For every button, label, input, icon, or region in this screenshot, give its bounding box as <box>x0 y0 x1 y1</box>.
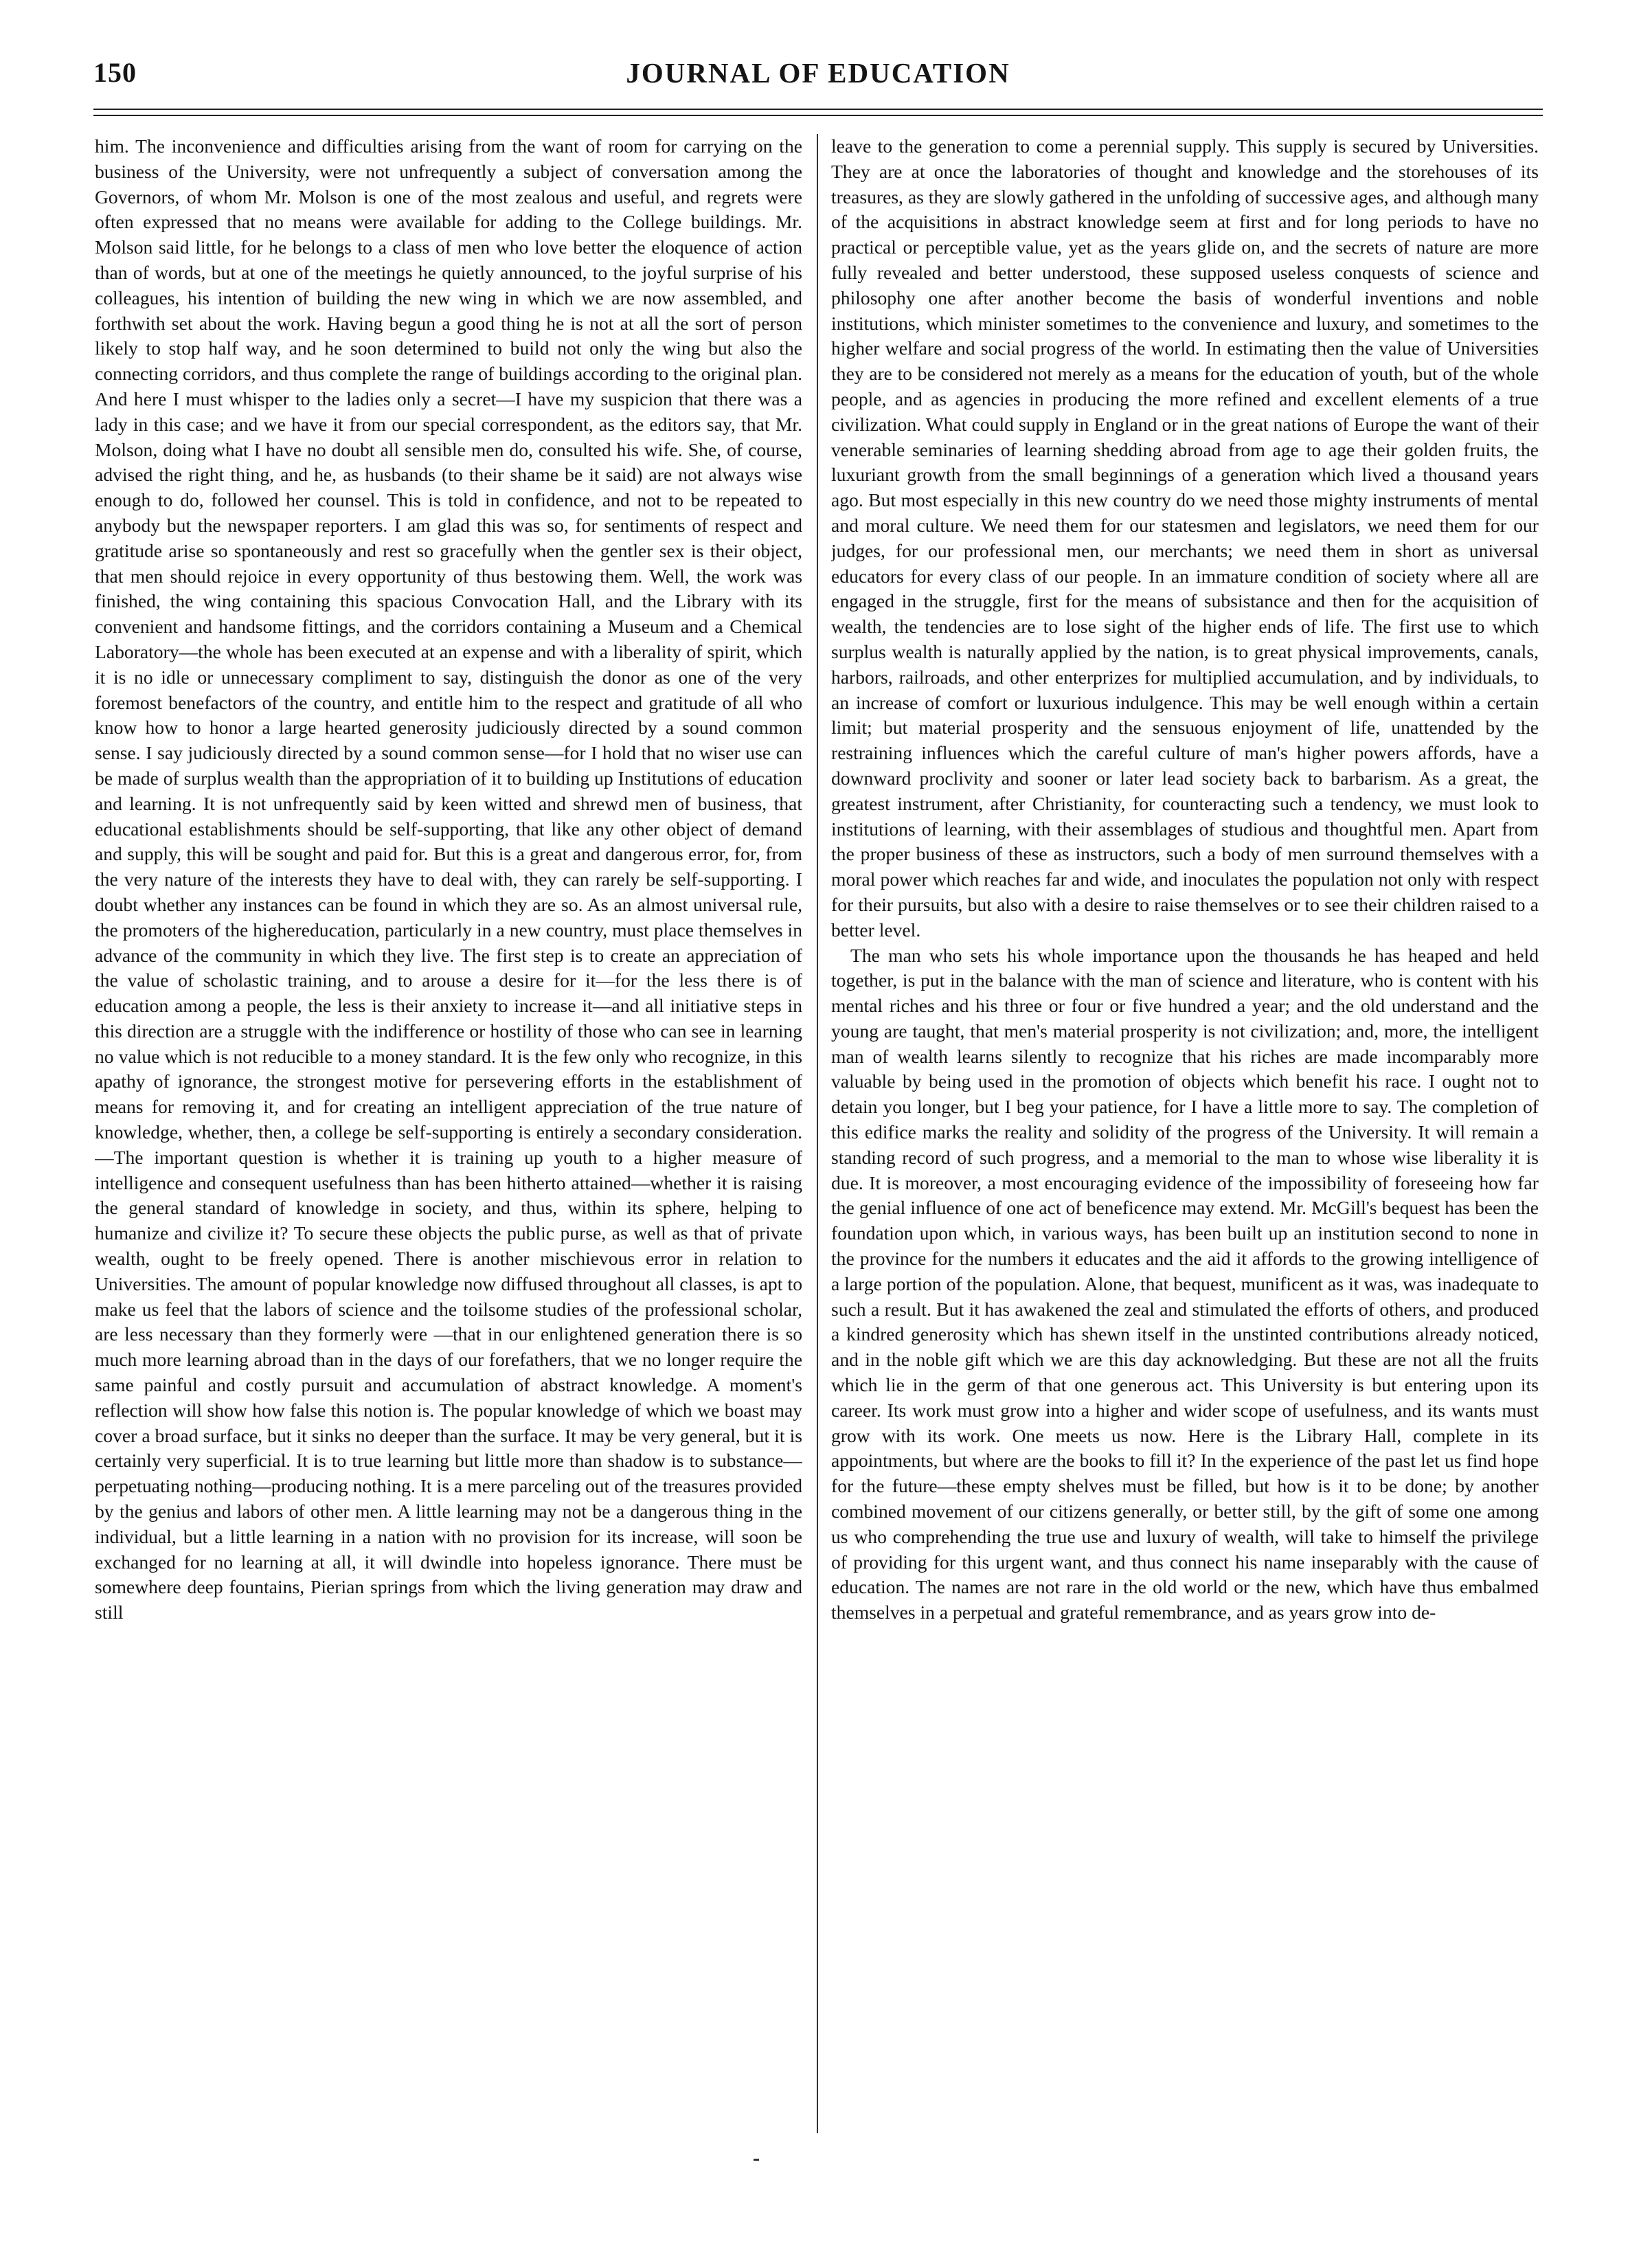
column-divider <box>817 134 818 2133</box>
right-paragraph-1: leave to the generation to come a perennial supply. This supply is secured by Universities. They are at once the laboratories of thought and knowledge and the storehouses of its treasures, as they are slowly gathered in the unfolding of successive ages, and although many of the acquisitions in abstract knowledge seem at first and for long periods to have no practical or perceptible value, yet as the years glide on, and the secrets of nature are more fully revealed and better understood, these supposed useless conquests of science and philosophy one after another become the basis of wonderful inventions and noble institutions, which minister sometimes to the convenience and luxury, and sometimes to the higher welfare and social progress of the world. In estimating then the value of Universities they are to be considered not merely as a means for the education of youth, but of the whole people, and as agencies in producing the more refined and excellent elements of a true civilization. What could supply in England or in the great nations of Europe the want of their venerable seminaries of learning shedding abroad from age to age their golden fruits, the luxuriant growth from the small beginnings of a generation which lived a thousand years ago. But most especially in this new country do we need those mighty instruments of mental and moral culture. We need them for our statesmen and legislators, we need them for our judges, for our professional men, our merchants; we need them in short as universal educators for every class of our people. In an immature condition of society where all are engaged in the struggle, first for the means of subsistance and then for the acquisition of wealth, the tendencies are to lose sight of the higher ends of life. The first use to which surplus wealth is naturally applied by the nation, is to great physical improvements, canals, harbors, railroads, and other enterprizes for multiplied accumulation, and by individuals, to an increase of comfort or luxurious indulgence. This may be well enough within a certain limit; but material prosperity and the sensuous enjoyment of life, unattended by the restraining influences which the careful culture of man's higher powers affords, have a downward proclivity and sooner or later lead society back to barbarism. As a great, the greatest instrument, after Christianity, for counteracting such a tendency, we must look to institutions of learning, with their assemblages of studious and thoughtful men. Apart from the proper business of these as instructors, such a body of men surround themselves with a moral power which reaches far and wide, and inoculates the population not only with respect for their pursuits, but also with a desire to raise themselves or to see their children raised to a better level. <box>831 135 1539 941</box>
running-title: JOURNAL OF EDUCATION <box>626 57 1010 89</box>
left-column <box>95 134 802 2126</box>
header-double-rule <box>93 109 1543 116</box>
page-number: 150 <box>93 57 137 88</box>
page-header <box>93 56 1543 104</box>
right-paragraph-2: The man who sets his whole importance upon the thousands he has heaped and held together, is put in the balance with the man of science and literature, who is content with his mental riches and his three or four or five hundred a year; and the old understand and the young are taught, that men's material prosperity is not civilization; and, more, the intelligent man of wealth learns silently to recognize that his riches are made incomparably more valuable by being used in the promotion of objects which benefit his race. I ought not to detain you longer, but I beg your patience, for I have a little more to say. The completion of this edifice marks the reality and solidity of the progress of the University. It will remain a standing record of such progress, and a memorial to the man to whose wise liberality it is due. It is moreover, a most encouraging evidence of the impossibility of foreseeing how far the genial influence of one act of beneficence may extend. Mr. McGill's bequest has been the foundation upon which, in various ways, has been built up an institution second to none in the province for the numbers it educates and the aid it affords to the growing intelligence of a large portion of the population. Alone, that bequest, munificent as it was, was inadequate to such a result. But it has awakened the zeal and stimulated the efforts of others, and produced a kindred generosity which has shewn itself in the unstinted contributions already noticed, and in the noble gift which we are this day acknowledging. But these are not all the fruits which lie in the germ of that one generous act. This University is but entering upon its career. Its work must grow into a higher and wider scope of usefulness, and its wants must grow with its work. One meets us now. Here is the Library Hall, complete in its appointments, but where are the books to fill it? In the experience of the past let us find hope for the future—these empty shelves must be filled, but how is it to be done; by another combined movement of our citizens generally, or better still, by the gift of some one among us who comprehending the true use and luxury of wealth, will take to himself the privilege of providing for this urgent want, and thus connect his name inseparably with the cause of education. The names are not rare in the old world or the new, which have thus embalmed themselves in a perpetual and grateful remembrance, and as years grow into de- <box>831 944 1539 1623</box>
footer-mark <box>754 2159 759 2161</box>
right-column <box>831 134 1539 2126</box>
left-paragraph-1: him. The inconvenience and difficulties arising from the want of room for carrying on the business of the University, were not unfrequently a subject of conversation among the Governors, of whom Mr. Molson is one of the most zealous and useful, and regrets were often expressed that no means were available for adding to the College buildings. Mr. Molson said little, for he belongs to a class of men who love better the eloquence of action than of words, but at one of the meetings he quietly announced, to the joyful surprise of his colleagues, his intention of building the new wing in which we are now assembled, and forthwith set about the work. Having begun a good thing he is not at all the sort of person likely to stop half way, and he soon determined to build not only the wing but also the connecting corridors, and thus complete the range of buildings according to the original plan. And here I must whisper to the ladies only a secret—I have my suspicion that there was a lady in this case; and we have it from our special correspondent, as the editors say, that Mr. Molson, doing what I have no doubt all sensible men do, consulted his wife. She, of course, advised the right thing, and he, as husbands (to their shame be it said) are not always wise enough to do, followed her counsel. This is told in confidence, and not to be repeated to anybody but the newspaper reporters. I am glad this was so, for sentiments of respect and gratitude arise so spontaneously and rest so gracefully when the gentler sex is their object, that men should rejoice in every opportunity of thus bestowing them. Well, the work was finished, the wing containing this spacious Convocation Hall, and the Library with its convenient and handsome fittings, and the corridors containing a Museum and a Chemical Laboratory—the whole has been executed at an expense and with a liberality of spirit, which it is no idle or unnecessary compliment to say, distinguish the donor as one of the very foremost benefactors of the country, and entitle him to the respect and gratitude of all who know how to honor a large hearted generosity judiciously directed by a sound common sense. I say judiciously directed by a sound common sense—for I hold that no wiser use can be made of surplus wealth than the appropriation of it to building up Institutions of education and learning. It is not unfrequently said by keen witted and shrewd men of business, that educational establishments should be self-supporting, that like any other object of demand and supply, this will be sought and paid for. But this is a great and dangerous error, for, from the very nature of the interests they have to deal with, they can rarely be self-supporting. I doubt whether any instances can be found in which they are so. As an almost universal rule, the promoters of the highereducation, particularly in a new country, must place themselves in advance of the community in which they live. The first step is to create an appreciation of the value of scholastic training, and to arouse a desire for it—for the less there is of education among a people, the less is their anxiety to increase it—and all initiative steps in this direction are a struggle with the indifference or hostility of those who can see in learning no value which is not reducible to a money standard. It is the few only who recognize, in this apathy of ignorance, the strongest motive for persevering efforts in the establishment of means for removing it, and for creating an intelligent appreciation of the true nature of knowledge, whether, then, a college be self-supporting is entirely a secondary consideration.—The important question is whether it is training up youth to a higher measure of intelligence and consequent usefulness than has been hitherto attained—whether it is raising the general standard of knowledge in society, and thus, within its sphere, helping to humanize and civilize it? To secure these objects the public purse, as well as that of private wealth, ought to be freely opened. There is another mischievous error in relation to Universities. The amount of popular knowledge now diffused throughout all classes, is apt to make us feel that the labors of science and the toilsome studies of the professional scholar, are less necessary than they formerly were —that in our enlightened generation there is so much more learning abroad than in the days of our forefathers, that we no longer require the same painful and costly pursuit and accumulation of abstract knowledge. A moment's reflection will show how false this notion is. The popular knowledge of which we boast may cover a broad surface, but it sinks no deeper than the surface. It may be very general, but it is certainly very superficial. It is to true learning but little more than shadow is to substance—perpetuating nothing—producing nothing. It is a mere parceling out of the treasures provided by the genius and labors of other men. A little learning may not be a dangerous thing in the individual, but a little learning in a nation with no provision for its increase, will soon be exchanged for no learning at all, it will dwindle into hopeless ignorance. There must be somewhere deep fountains, Pierian springs from which the living generation may draw and still <box>95 135 802 1623</box>
